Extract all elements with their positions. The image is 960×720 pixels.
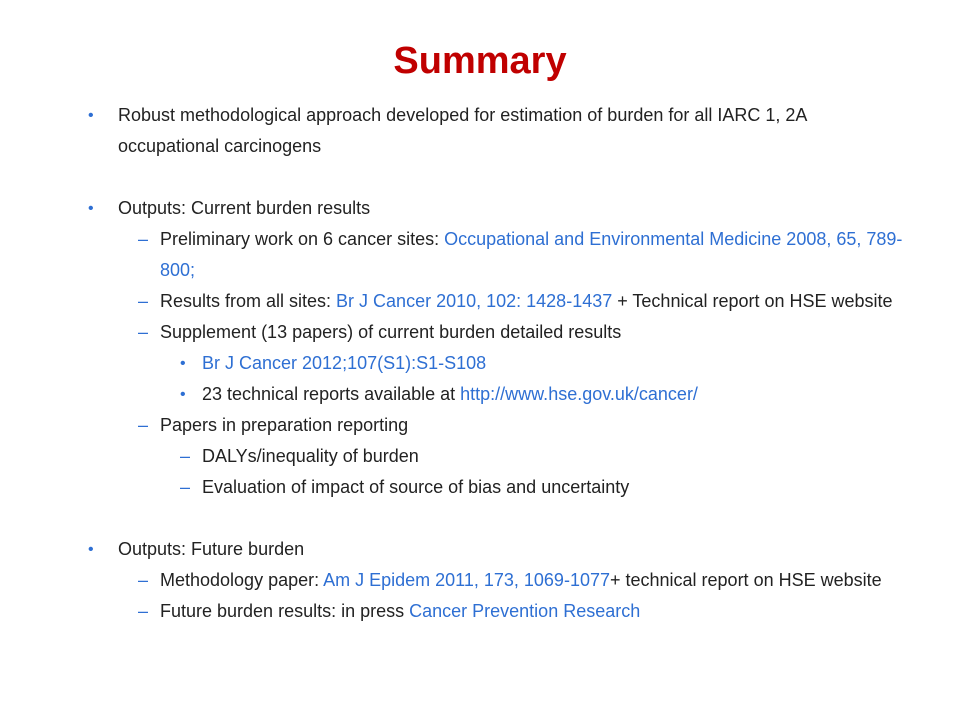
dash-icon: –: [180, 477, 191, 497]
sub-bullet-text: Papers in preparation reporting: [160, 415, 409, 435]
bullet-current-burden: [80, 193, 910, 224]
bullet-future-burden: [80, 534, 910, 565]
reference-link[interactable]: Br J Cancer 2010, 102: 1428-1437: [336, 291, 613, 311]
sub-sub-bullet-bjc-supplement: [80, 348, 910, 379]
dash-icon: –: [138, 601, 149, 621]
sub-sub-bullet-text: 23 technical reports available at: [202, 384, 461, 404]
sub-sub-bullet-dalys: [80, 441, 910, 472]
bullet-methodology: [80, 100, 910, 162]
sub-bullet-future-results: [80, 596, 910, 627]
sub-bullet-tail: + Technical report on HSE website: [612, 291, 893, 311]
sub-bullet-tail: + technical report on HSE website: [609, 570, 882, 590]
bullet-text: Outputs: Future burden: [118, 539, 305, 559]
dash-icon: –: [138, 322, 149, 342]
bullet-dot-icon: •: [88, 541, 94, 558]
sub-bullet-supplement: [80, 317, 910, 348]
dash-icon: –: [138, 415, 149, 435]
sub-bullet-text: Preliminary work on 6 cancer sites:: [160, 229, 445, 249]
sub-sub-bullet-text: Evaluation of impact of source of bias and uncertainty: [202, 477, 630, 497]
bullet-text: Outputs: Current burden results: [118, 198, 371, 218]
sub-sub-bullet-technical-reports: [80, 379, 910, 410]
sub-sub-bullet-text: DALYs/inequality of burden: [202, 446, 419, 466]
hse-cancer-link[interactable]: http://www.hse.gov.uk/cancer/: [460, 384, 698, 404]
slide-title: Summary: [393, 40, 567, 82]
sub-bullet-papers-in-preparation: [80, 410, 910, 441]
summary-content: [80, 100, 910, 627]
sub-bullet-text: Supplement (13 papers) of current burden detailed results: [160, 322, 622, 342]
bullet-text: Robust methodological approach developed for estimation of burden for all IARC 1, 2A occupational carcinogens: [118, 105, 807, 156]
sub-bullet-text: Future burden results: in press: [160, 601, 410, 621]
sub-bullet-text: Methodology paper:: [160, 570, 324, 590]
sub-bullet-methodology-paper: [80, 565, 910, 596]
reference-link[interactable]: Cancer Prevention Research: [409, 601, 641, 621]
dash-icon: –: [138, 570, 149, 590]
dash-icon: –: [138, 291, 149, 311]
dash-icon: –: [180, 446, 191, 466]
bullet-dot-icon: •: [88, 200, 94, 217]
bullet-dot-icon: •: [180, 386, 186, 403]
reference-link[interactable]: Occupational and Environmental Medicine 2008, 65, 789-800;: [160, 229, 903, 280]
sub-bullet-preliminary-work: [80, 224, 910, 286]
dash-icon: –: [138, 229, 149, 249]
reference-link[interactable]: Am J Epidem 2011, 173, 1069-1077: [323, 570, 610, 590]
reference-link[interactable]: Br J Cancer 2012;107(S1):S1-S108: [202, 353, 487, 373]
sub-bullet-text: Results from all sites:: [160, 291, 337, 311]
bullet-dot-icon: •: [180, 355, 186, 372]
sub-sub-bullet-bias-evaluation: [80, 472, 910, 503]
bullet-dot-icon: •: [88, 107, 94, 124]
sub-bullet-all-sites: [80, 286, 910, 317]
